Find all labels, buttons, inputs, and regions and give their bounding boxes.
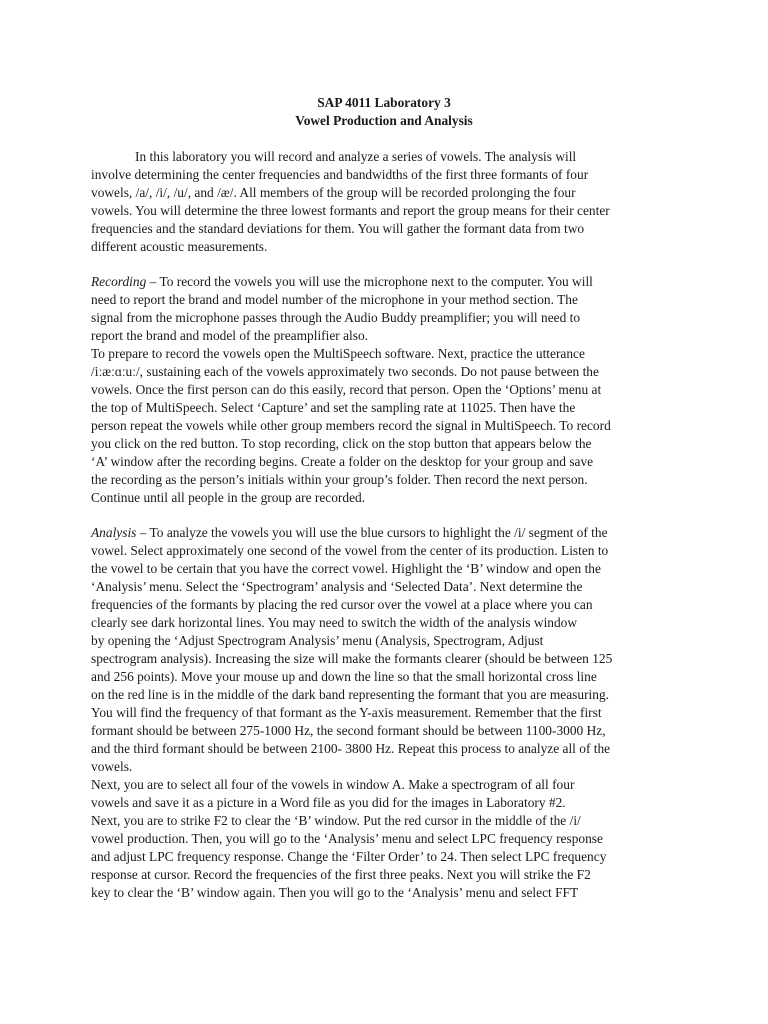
paragraph-line: vowels. You will determine the three lowest formants and report the group means for their center [91, 203, 610, 218]
paragraph-line: Next, you are to strike F2 to clear the ‘B’ window. Put the red cursor in the middle of the /i/ [91, 813, 581, 828]
analysis-first-line: – To analyze the vowels you will use the blue cursors to highlight the /i/ segment of the [136, 525, 608, 540]
recording-first-line: – To record the vowels you will use the microphone next to the computer. You will [146, 274, 593, 289]
analysis-heading: Analysis [91, 525, 137, 540]
paragraph-line: the top of MultiSpeech. Select ‘Capture’ and set the sampling rate at 11025. Then have the [91, 400, 576, 415]
paragraph-line: and 256 points). Move your mouse up and down the line so that the small horizontal cross line [91, 669, 597, 684]
paragraph-line [91, 524, 608, 542]
paragraph-line: you click on the red button. To stop recording, click on the stop button that appears below the [91, 436, 592, 451]
paragraph-line: signal from the microphone passes through the Audio Buddy preamplifier; you will need to [91, 310, 581, 325]
paragraph-line: need to report the brand and model number of the microphone in your method section. The [91, 292, 578, 307]
paragraph-line: person repeat the vowels while other group members record the signal in MultiSpeech. To record [91, 418, 611, 433]
paragraph-line: To prepare to record the vowels open the MultiSpeech software. Next, practice the utterance [91, 346, 585, 361]
paragraph-line: formant should be between 275-1000 Hz, the second formant should be between 1100-3000 Hz, [91, 723, 606, 738]
paragraph-line: spectrogram analysis). Increasing the size will make the formants clearer (should be between 125 [91, 651, 613, 666]
paragraph-line: frequencies and the standard deviations for them. You will gather the formant data from two [91, 221, 585, 236]
paragraph-line: and the third formant should be between 2100- 3800 Hz. Repeat this process to analyze all of the [91, 741, 611, 756]
paragraph-line: on the red line is in the middle of the dark band representing the formant that you are measuring. [91, 687, 609, 702]
paragraph-line [91, 273, 593, 291]
paragraph-line: vowels and save it as a picture in a Word file as you did for the images in Laboratory #2. [91, 795, 566, 810]
paragraph-line: You will find the frequency of that formant as the Y-axis measurement. Remember that the first [91, 705, 602, 720]
paragraph-line: the vowel to be certain that you have the correct vowel. Highlight the ‘B’ window and open the [91, 561, 601, 576]
paragraph-line: and adjust LPC frequency response. Change the ‘Filter Order’ to 24. Then select LPC frequency [91, 849, 607, 864]
paragraph-line: vowels. [91, 759, 133, 774]
paragraph-line: vowels, /a/, /i/, /u/, and /æ/. All members of the group will be recorded prolonging the four [91, 185, 576, 200]
paragraph-line: the recording as the person’s initials within your group’s folder. Then record the next person. [91, 472, 588, 487]
paragraph-line: clearly see dark horizontal lines. You may need to switch the width of the analysis window [91, 615, 578, 630]
paragraph-line: vowels. Once the first person can do this easily, record that person. Open the ‘Options’ menu at [91, 382, 602, 397]
paragraph-line: frequencies of the formants by placing the red cursor over the vowel at a place where you can [91, 597, 593, 612]
document-title: SAP 4011 Laboratory 3 [317, 95, 451, 110]
paragraph-line: Next, you are to select all four of the vowels in window A. Make a spectrogram of all four [91, 777, 575, 792]
recording-heading: Recording [91, 274, 147, 289]
paragraph-line: /iːæːɑːuː/, sustaining each of the vowels approximately two seconds. Do not pause between the [91, 364, 599, 379]
paragraph-line: response at cursor. Record the frequencies of the first three peaks. Next you will strike the F2 [91, 867, 591, 882]
paragraph-line: key to clear the ‘B’ window again. Then you will go to the ‘Analysis’ menu and select FFT [91, 885, 579, 900]
paragraph-line: ‘Analysis’ menu. Select the ‘Spectrogram’ analysis and ‘Selected Data’. Next determine the [91, 579, 583, 594]
paragraph-line: Continue until all people in the group are recorded. [91, 490, 366, 505]
paragraph-line: different acoustic measurements. [91, 239, 268, 254]
document-subtitle: Vowel Production and Analysis [295, 113, 473, 128]
paragraph-line: In this laboratory you will record and analyze a series of vowels. The analysis will [135, 149, 577, 164]
paragraph-line: report the brand and model of the preamplifier also. [91, 328, 369, 343]
paragraph-line: involve determining the center frequencies and bandwidths of the first three formants of four [91, 167, 589, 182]
paragraph-line: by opening the ‘Adjust Spectrogram Analysis’ menu (Analysis, Spectrogram, Adjust [91, 633, 544, 648]
paragraph-line: vowel. Select approximately one second of the vowel from the center of its production. Listen to [91, 543, 609, 558]
paragraph-line: ‘A’ window after the recording begins. Create a folder on the desktop for your group and save [91, 454, 594, 469]
paragraph-line: vowel production. Then, you will go to the ‘Analysis’ menu and select LPC frequency response [91, 831, 603, 846]
